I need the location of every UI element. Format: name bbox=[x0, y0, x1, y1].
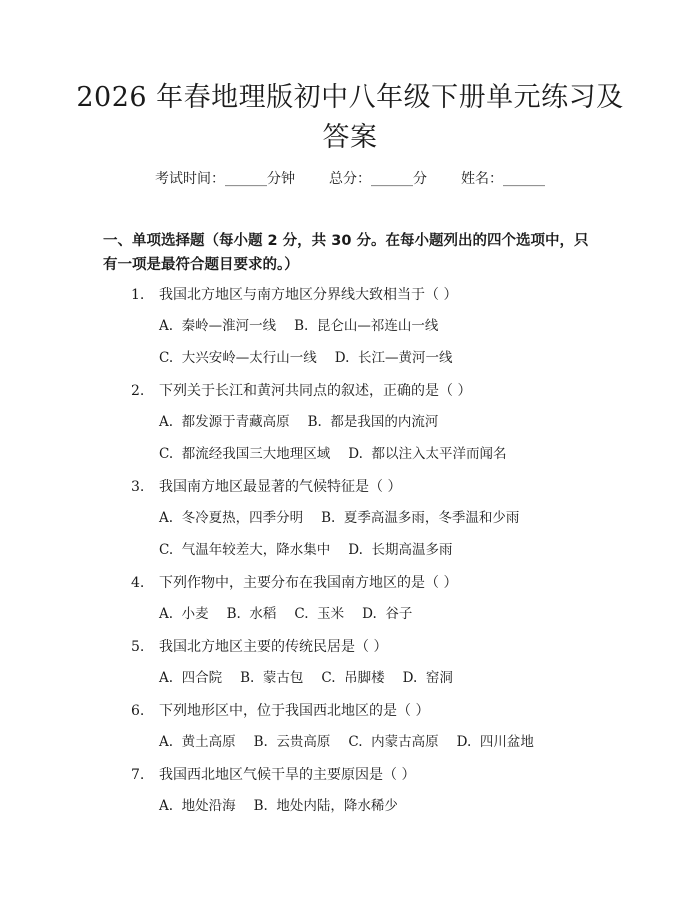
question-text: 下列关于长江和黄河共同点的叙述，正确的是（ ） bbox=[159, 383, 472, 399]
answer-option: C. 内蒙古高原 bbox=[348, 734, 439, 750]
question-7 bbox=[131, 765, 415, 785]
exam-time-field: 考试时间：______分钟 bbox=[155, 171, 295, 187]
section-heading: 一、单项选择题（每小题 2 分，共 30 分。在每小题列出的四个选项中，只有一项是最符合题目要求的。） bbox=[103, 233, 589, 273]
answer-option: B. 地处内陆，降水稀少 bbox=[253, 798, 398, 814]
question-number: 2. bbox=[131, 383, 145, 399]
question-2-options-row bbox=[159, 444, 524, 464]
answer-option: C. 玉米 bbox=[294, 606, 345, 622]
exam-info-line bbox=[0, 169, 700, 189]
question-number: 7. bbox=[131, 767, 145, 783]
answer-option: D. 四川盆地 bbox=[456, 734, 534, 750]
question-text: 我国南方地区最显著的气候特征是（ ） bbox=[159, 479, 402, 495]
answer-option: D. 都以注入太平洋而闻名 bbox=[348, 446, 507, 462]
question-number: 1. bbox=[131, 287, 145, 303]
question-2-options-row bbox=[159, 412, 456, 432]
question-number: 6. bbox=[131, 703, 145, 719]
answer-option: D. 长期高温多雨 bbox=[348, 542, 453, 558]
question-number: 3. bbox=[131, 479, 145, 495]
question-text: 下列地形区中，位于我国西北地区的是（ ） bbox=[159, 703, 430, 719]
question-3 bbox=[131, 477, 401, 497]
answer-option: C. 吊脚楼 bbox=[321, 670, 385, 686]
question-text: 我国西北地区气候干旱的主要原因是（ ） bbox=[159, 767, 416, 783]
answer-option: D. 谷子 bbox=[362, 606, 413, 622]
answer-option: B. 蒙古包 bbox=[240, 670, 304, 686]
answer-option: A. 地处沿海 bbox=[159, 798, 236, 814]
question-3-options-row bbox=[159, 508, 537, 528]
answer-option: A. 都发源于青藏高原 bbox=[159, 414, 290, 430]
question-number: 5. bbox=[131, 639, 145, 655]
question-1-options-row bbox=[159, 316, 456, 336]
question-7-options-row bbox=[159, 796, 416, 816]
answer-option: C. 都流经我国三大地理区域 bbox=[159, 446, 331, 462]
question-5 bbox=[131, 637, 387, 657]
exam-name-field: 姓名：______ bbox=[461, 171, 545, 187]
question-4 bbox=[131, 573, 457, 593]
exam-score-field: 总分：______分 bbox=[329, 171, 427, 187]
answer-option: A. 四合院 bbox=[159, 670, 223, 686]
answer-option: B. 都是我国的内流河 bbox=[307, 414, 439, 430]
answer-option: B. 云贵高原 bbox=[253, 734, 331, 750]
question-3-options-row bbox=[159, 540, 470, 560]
answer-option: A. 冬冷夏热，四季分明 bbox=[159, 510, 304, 526]
answer-option: A. 秦岭—淮河一线 bbox=[159, 318, 277, 334]
answer-option: B. 夏季高温多雨，冬季温和少雨 bbox=[321, 510, 520, 526]
answer-option: A. 小麦 bbox=[159, 606, 209, 622]
answer-option: C. 气温年较差大，降水集中 bbox=[159, 542, 331, 558]
answer-option: B. 昆仑山—祁连山一线 bbox=[294, 318, 439, 334]
question-number: 4. bbox=[131, 575, 145, 591]
question-5-options-row bbox=[159, 668, 471, 688]
question-text: 我国北方地区与南方地区分界线大致相当于（ ） bbox=[159, 287, 458, 303]
answer-option: A. 黄土高原 bbox=[159, 734, 236, 750]
page-title: 2026 年春地理版初中八年级下册单元练习及答案 bbox=[76, 82, 624, 153]
question-text: 我国北方地区主要的传统民居是（ ） bbox=[159, 639, 388, 655]
answer-option: D. 长江—黄河一线 bbox=[334, 350, 453, 366]
question-1-options-row bbox=[159, 348, 470, 368]
question-6 bbox=[131, 701, 429, 721]
answer-option: D. 窑洞 bbox=[402, 670, 453, 686]
answer-option: C. 大兴安岭—太行山一线 bbox=[159, 350, 317, 366]
question-text: 下列作物中，主要分布在我国南方地区的是（ ） bbox=[159, 575, 458, 591]
question-6-options-row bbox=[159, 732, 552, 752]
question-1 bbox=[131, 285, 457, 305]
question-4-options-row bbox=[159, 604, 430, 624]
question-2 bbox=[131, 381, 471, 401]
answer-option: B. 水稻 bbox=[226, 606, 277, 622]
